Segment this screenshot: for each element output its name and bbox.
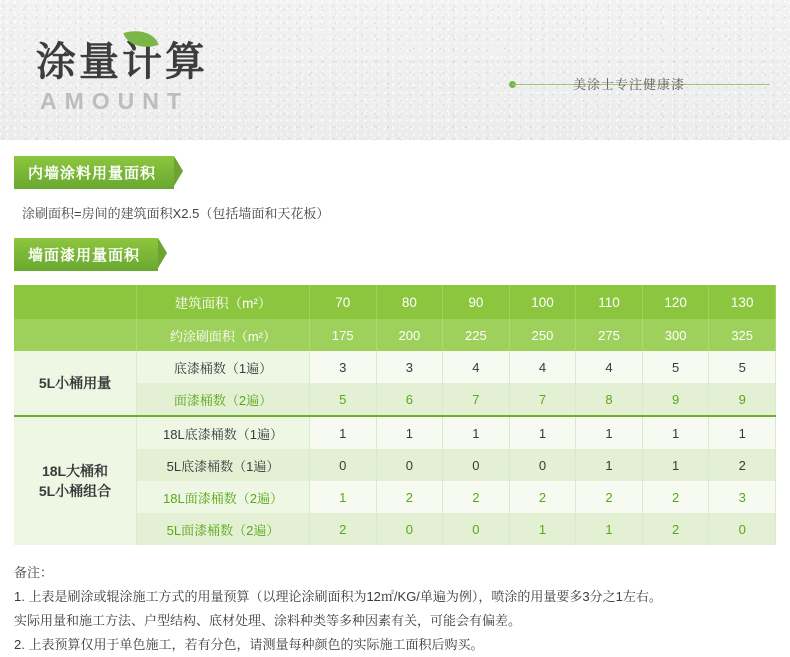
table-cell: 1	[642, 416, 709, 449]
table-cell: 1	[443, 416, 510, 449]
table-cell: 1	[509, 416, 576, 449]
table-cell: 2	[709, 449, 776, 481]
table-header-row-area	[14, 285, 776, 319]
table-cell: 0	[310, 449, 377, 481]
header-label-paint-area: 约涂刷面积（m²）	[137, 319, 310, 351]
row-item-label: 18L底漆桶数（1遍）	[137, 416, 310, 449]
table-cell: 0	[376, 513, 443, 545]
table-cell: 6	[376, 383, 443, 416]
header-cell: 100	[509, 285, 576, 319]
table-cell: 3	[376, 351, 443, 383]
header-cell: 175	[310, 319, 377, 351]
header-cell: 275	[576, 319, 643, 351]
header-cell: 110	[576, 285, 643, 319]
table-cell: 0	[443, 513, 510, 545]
table-cell: 4	[509, 351, 576, 383]
table-cell: 0	[376, 449, 443, 481]
table-cell: 3	[310, 351, 377, 383]
table-cell: 2	[576, 481, 643, 513]
brand-slogan: 美涂士专注健康漆	[572, 77, 685, 92]
header-corner-cell	[14, 285, 137, 319]
row-item-label: 底漆桶数（1遍）	[137, 351, 310, 383]
table-cell: 2	[642, 481, 709, 513]
table-cell: 4	[443, 351, 510, 383]
divider-line-right	[692, 84, 770, 85]
header-cell: 200	[376, 319, 443, 351]
table-cell: 1	[576, 449, 643, 481]
header-cell: 120	[642, 285, 709, 319]
table-cell: 9	[642, 383, 709, 416]
footnote-line: 实际用量和施工方法、户型结构、底材处理、涂料种类等多种因素有关，可能会有偏差。	[14, 613, 522, 629]
table-cell: 5	[310, 383, 377, 416]
table-cell: 2	[310, 513, 377, 545]
table-cell: 7	[509, 383, 576, 416]
table-cell: 2	[376, 481, 443, 513]
usage-table-wrap	[0, 271, 790, 545]
row-item-label: 面漆桶数（2遍）	[137, 383, 310, 416]
table-cell: 9	[709, 383, 776, 416]
table-cell: 1	[310, 481, 377, 513]
header-cell: 250	[509, 319, 576, 351]
footnotes	[0, 545, 790, 657]
row-item-label: 18L面漆桶数（2遍）	[137, 481, 310, 513]
header-cell: 70	[310, 285, 377, 319]
table-row	[14, 416, 776, 449]
header-corner-cell-2	[14, 319, 137, 351]
header-cell: 225	[443, 319, 510, 351]
header-cell: 325	[709, 319, 776, 351]
table-cell: 1	[376, 416, 443, 449]
page-title: 涂量计算	[36, 40, 208, 84]
header-cell: 130	[709, 285, 776, 319]
table-header-row-paintarea	[14, 319, 776, 351]
table-cell: 1	[310, 416, 377, 449]
row-item-label: 5L面漆桶数（2遍）	[137, 513, 310, 545]
section-label-wallpaint: 墙面漆用量面积	[14, 238, 158, 271]
usage-table	[14, 285, 776, 545]
table-cell: 2	[509, 481, 576, 513]
group-label-5l: 5L小桶用量	[14, 351, 137, 416]
table-cell: 0	[443, 449, 510, 481]
page-header	[0, 0, 790, 140]
table-cell: 1	[709, 416, 776, 449]
group-label-line-2: 5L小桶组合	[38, 483, 112, 499]
section-1-note: 涂刷面积=房间的建筑面积X2.5（包括墙面和天花板）	[22, 206, 330, 221]
header-cell: 300	[642, 319, 709, 351]
table-cell: 8	[576, 383, 643, 416]
header-cell: 80	[376, 285, 443, 319]
table-cell: 0	[509, 449, 576, 481]
footnote-line: 1. 上表是刷涂或辊涂施工方式的用量预算（以理论涂刷面积为12㎡/KG/单遍为例），喷涂的用量要多3分之1左右。	[14, 589, 662, 605]
table-cell: 3	[709, 481, 776, 513]
footnote-title: 备注：	[14, 565, 54, 580]
section-1-header	[0, 140, 790, 189]
table-cell: 2	[642, 513, 709, 545]
table-cell: 2	[443, 481, 510, 513]
table-row	[14, 351, 776, 383]
table-cell: 1	[642, 449, 709, 481]
table-cell: 0	[709, 513, 776, 545]
row-item-label: 5L底漆桶数（1遍）	[137, 449, 310, 481]
table-cell: 1	[576, 416, 643, 449]
footnote-line: 2. 上表预算仅用于单色施工，若有分色，请测量每种颜色的实际施工面积后购买。	[14, 637, 484, 653]
section-label-interior: 内墙涂料用量面积	[14, 156, 174, 189]
table-cell: 5	[642, 351, 709, 383]
section-2-header	[0, 222, 790, 271]
table-cell: 4	[576, 351, 643, 383]
table-cell: 7	[443, 383, 510, 416]
group-label-line-1: 18L大桶和	[41, 463, 109, 479]
page-subtitle: AMOUNT	[40, 88, 189, 114]
group-label-18l-5l	[14, 416, 137, 545]
table-cell: 1	[576, 513, 643, 545]
table-cell: 1	[509, 513, 576, 545]
table-cell: 5	[709, 351, 776, 383]
header-label-building-area: 建筑面积（m²）	[137, 285, 310, 319]
header-cell: 90	[443, 285, 510, 319]
